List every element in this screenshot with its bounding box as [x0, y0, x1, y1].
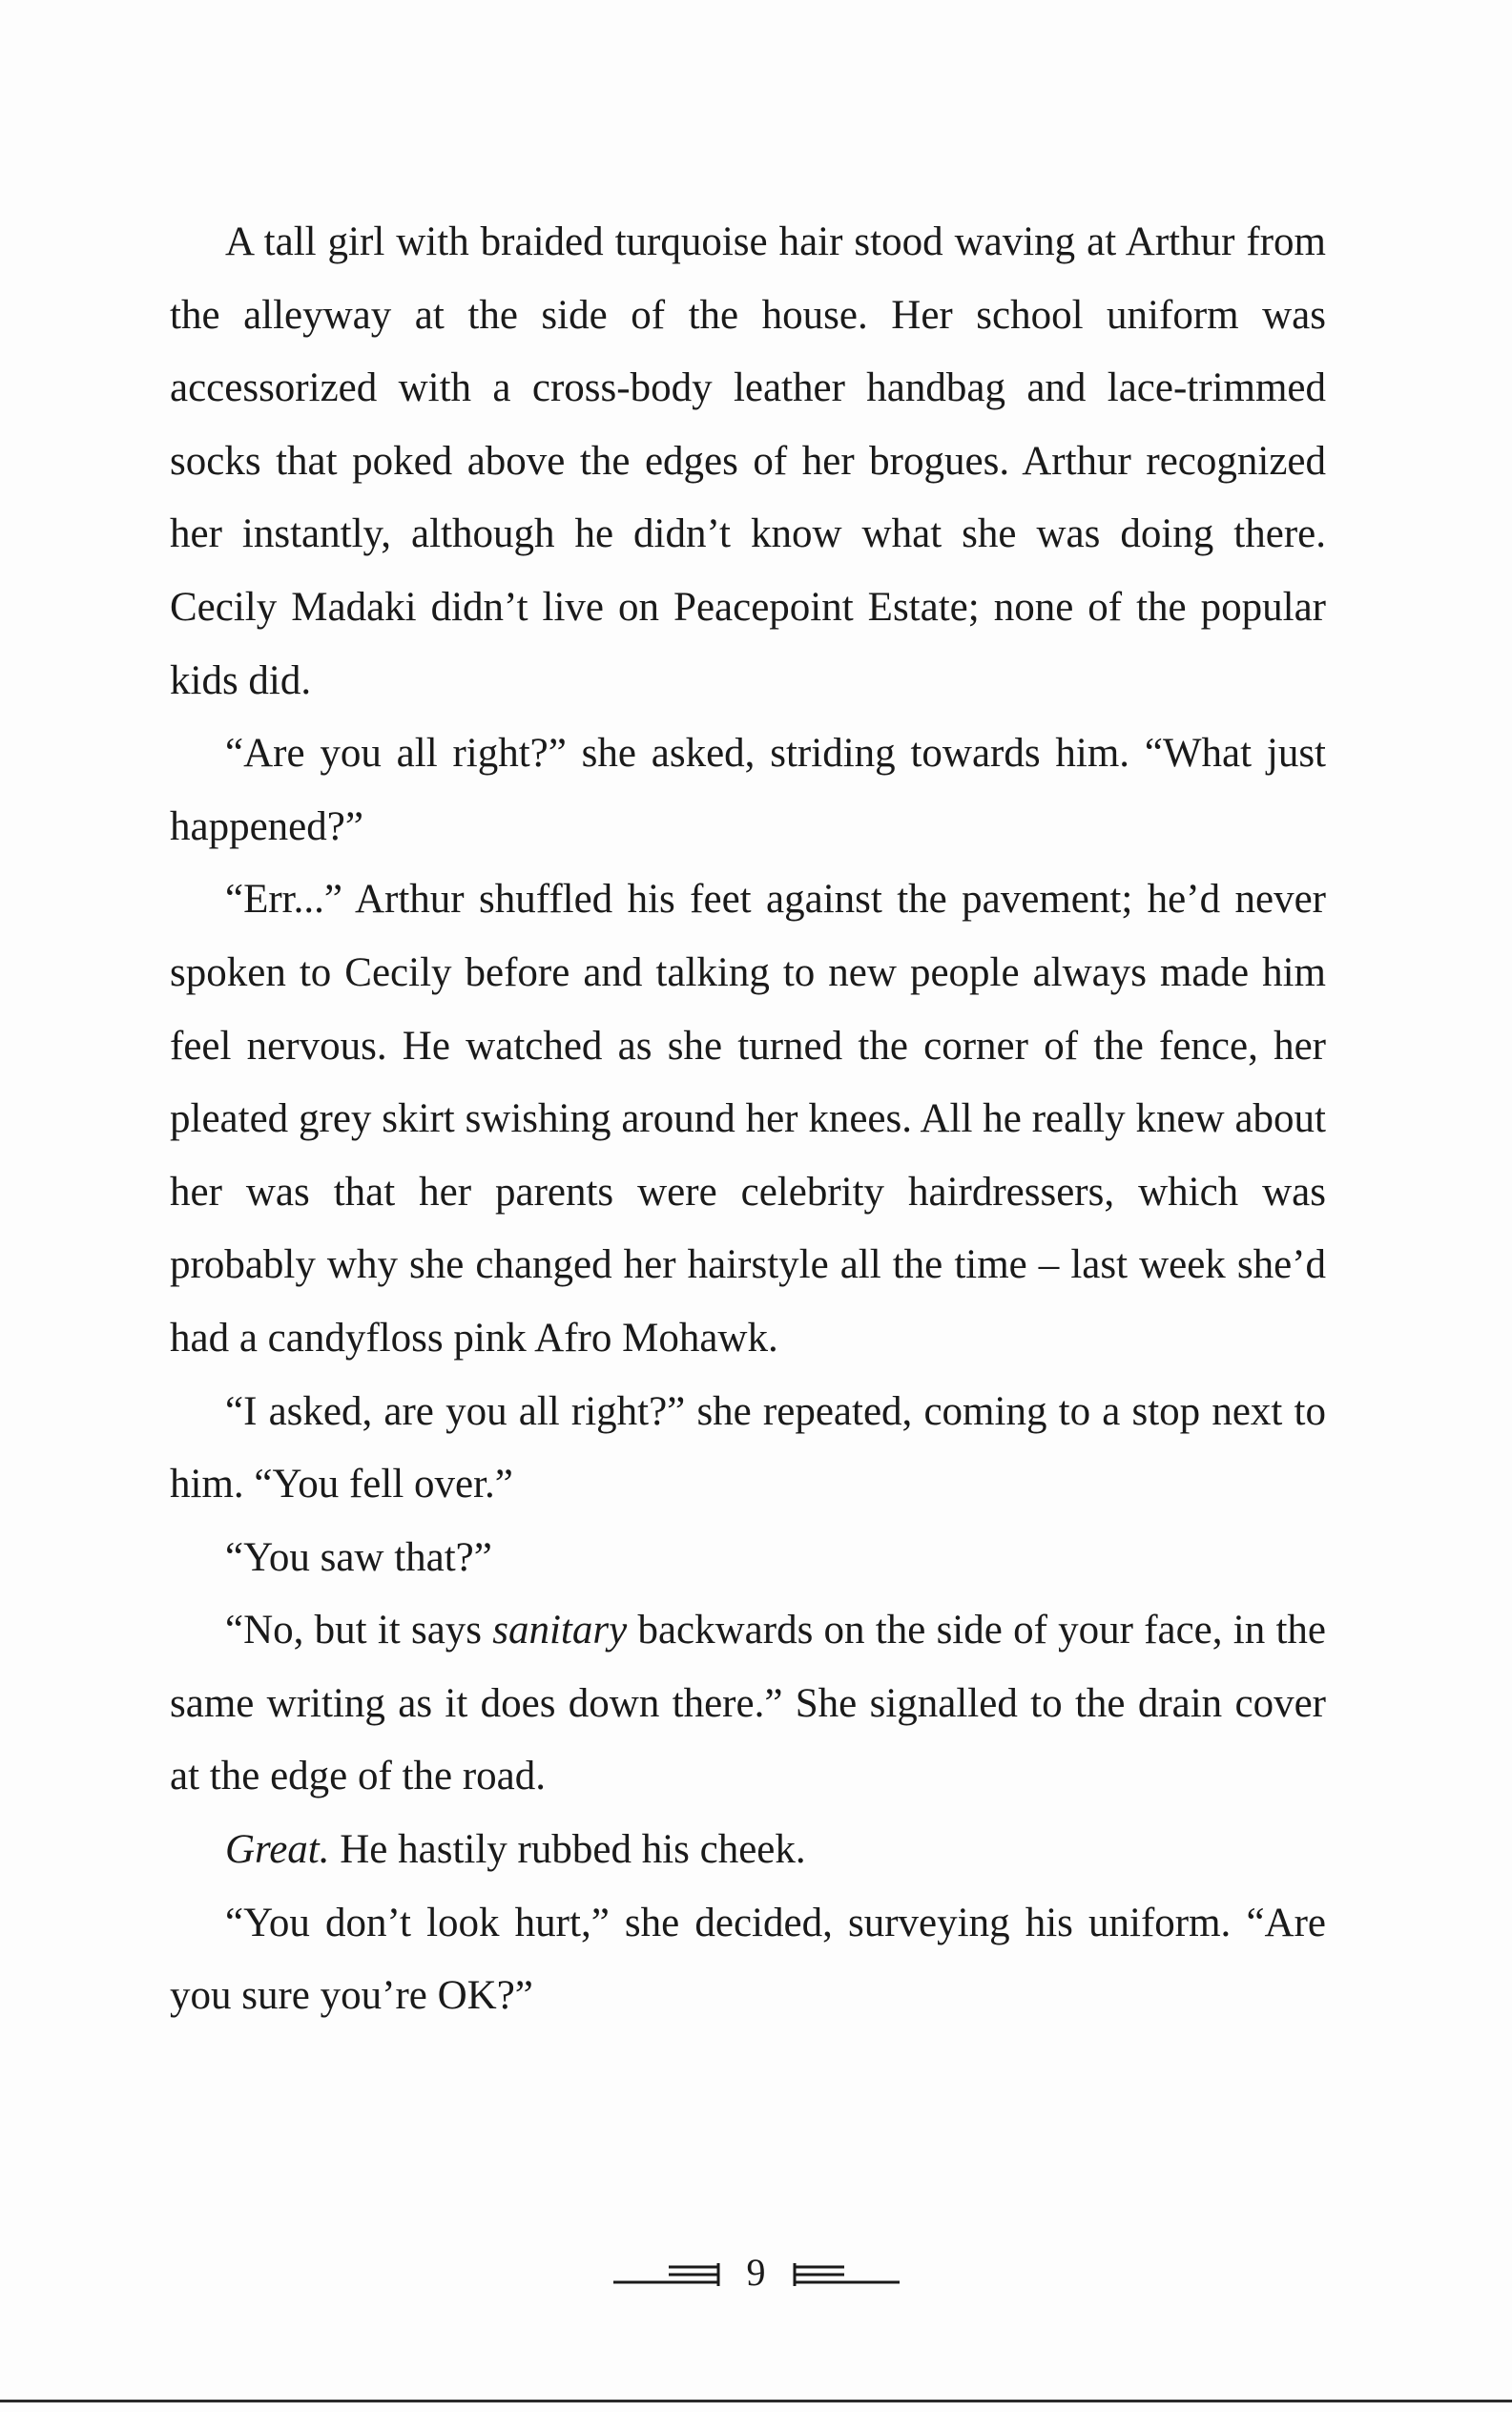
body-text	[170, 206, 1326, 2033]
paragraph	[170, 717, 1326, 863]
paragraph	[170, 1887, 1326, 2033]
text-segment: He hastily rubbed his cheek.	[329, 1827, 806, 1873]
paragraph	[170, 1522, 1326, 1595]
page-number: 9	[746, 2251, 766, 2294]
text-segment: backwards on the side of your face, in the same writing as it does down there.” She signalled to the drain cover at the edge of the road.	[170, 1608, 1326, 1799]
paragraph	[170, 1814, 1326, 1887]
text-segment: A tall girl with braided turquoise hair stood waving at Arthur from the alleyway at the side of the house. Her school uniform was accessorized with a cross-body leather handbag and lace-trimmed socks that poked above the edges of her brogues. Arthur recognized her instantly, although he didn’t know what she was doing there. Cecily Madaki didn’t live on Peacepoint Estate; none of the popular kids did.	[170, 219, 1326, 703]
italic-text: sanitary	[492, 1608, 628, 1653]
text-segment: “No, but it says	[225, 1608, 493, 1653]
paragraph	[170, 863, 1326, 1375]
italic-text: Great.	[225, 1827, 330, 1873]
page-footer	[0, 2244, 1512, 2301]
text-segment: “You don’t look hurt,” she decided, surveying his uniform. “Are you sure you’re OK?”	[170, 1900, 1326, 2019]
left-ornament-icon	[611, 2254, 726, 2292]
right-ornament-icon	[787, 2254, 901, 2292]
text-segment: “Err...” Arthur shuffled his feet against the pavement; he’d never spoken to Cecily before and talking to new people always made him feel nervous. He watched as she turned the corner of the fence, her pleated grey skirt swishing around her knees. All he really knew about her was that her parents were celebrity hairdressers, which was probably why she changed her hairstyle all the time – last week she’d had a candyfloss pink Afro Mohawk.	[170, 877, 1326, 1361]
text-segment: “I asked, are you all right?” she repeated, coming to a stop next to him. “You fell over.”	[170, 1388, 1326, 1508]
text-segment: “You saw that?”	[225, 1534, 492, 1580]
paragraph	[170, 1594, 1326, 1814]
paragraph	[170, 206, 1326, 717]
paragraph	[170, 1376, 1326, 1522]
bottom-edge-rule	[0, 2400, 1512, 2402]
text-segment: “Are you all right?” she asked, striding towards him. “What just happened?”	[170, 731, 1326, 849]
